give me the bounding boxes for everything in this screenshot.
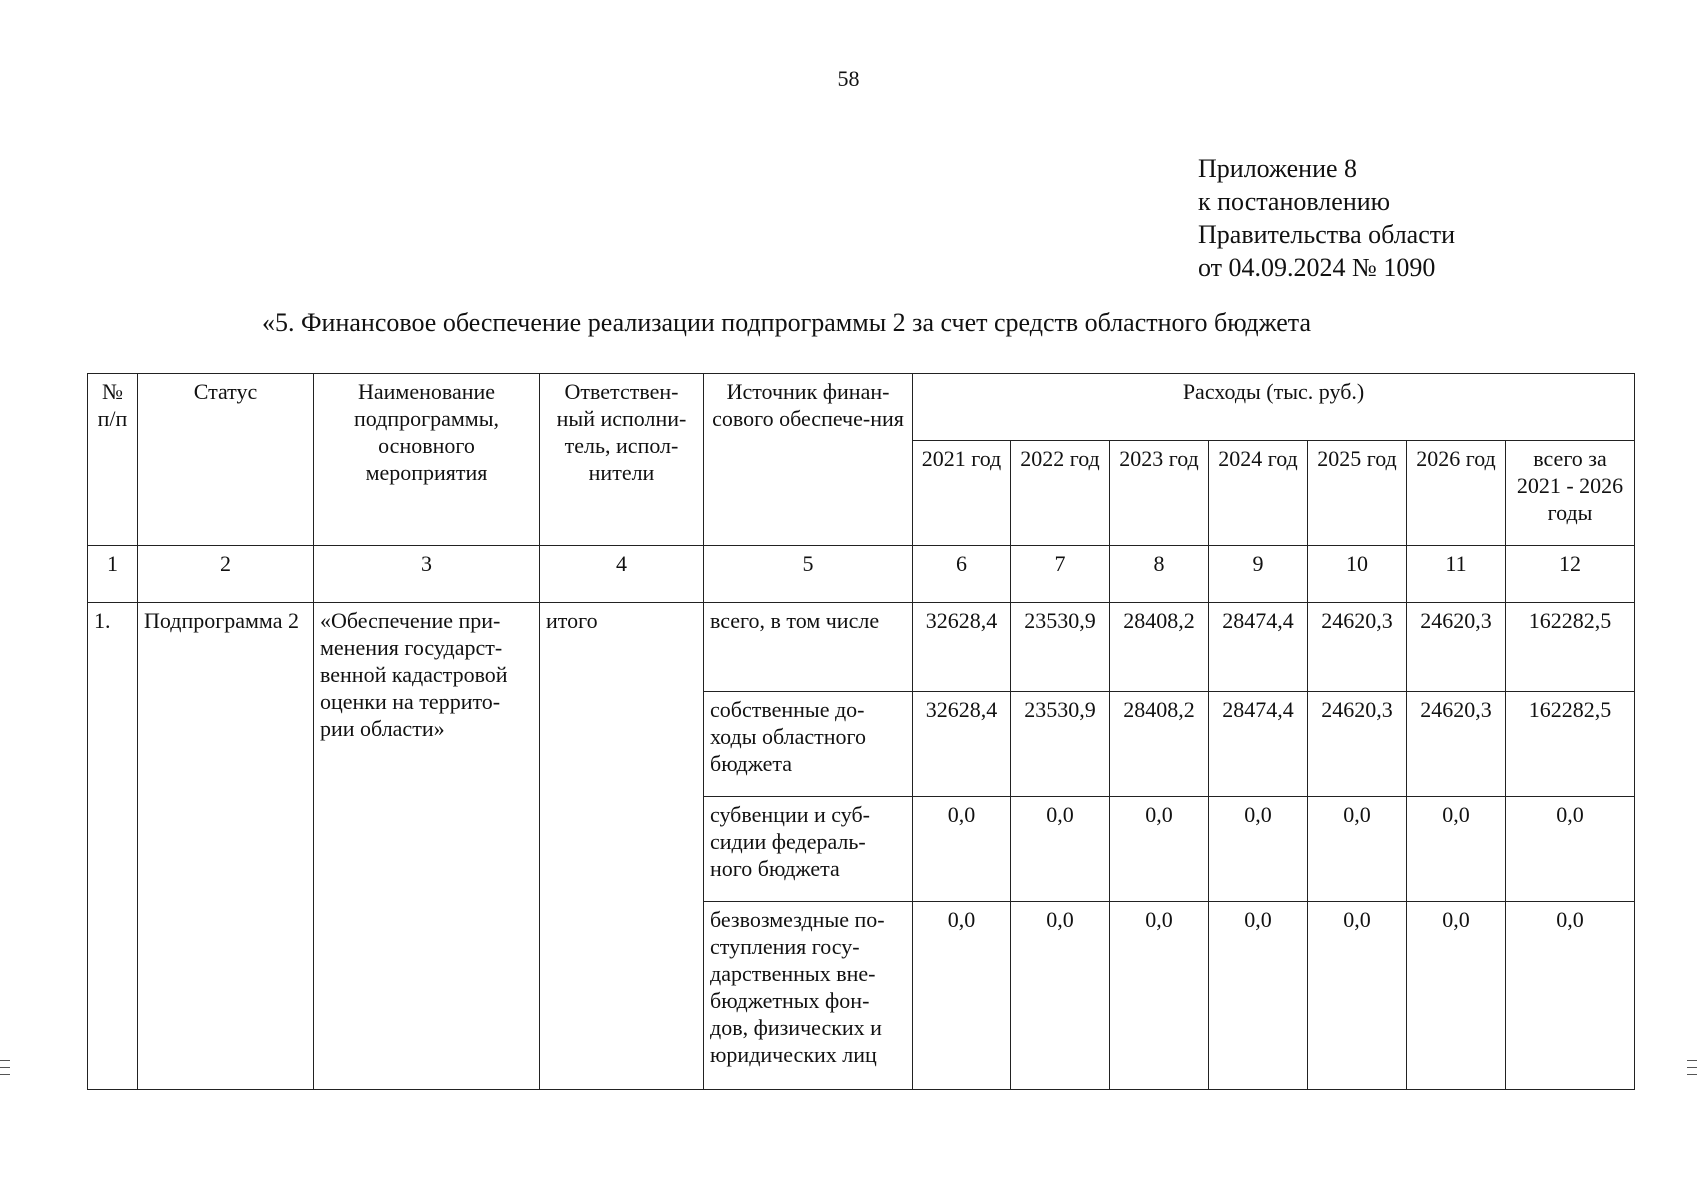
scan-margin-mark bbox=[0, 1074, 10, 1075]
value-cell: 0,0 bbox=[1011, 797, 1110, 902]
value-cell: 24620,3 bbox=[1407, 692, 1506, 797]
header-num: № п/п bbox=[88, 374, 138, 546]
financial-table bbox=[87, 373, 1635, 1090]
scan-margin-mark bbox=[1687, 1060, 1697, 1061]
scan-margin-mark bbox=[0, 1067, 10, 1068]
value-cell: 28408,2 bbox=[1110, 692, 1209, 797]
value-cell: 0,0 bbox=[1110, 797, 1209, 902]
scan-margin-mark bbox=[0, 1060, 10, 1061]
column-number-row bbox=[88, 546, 1635, 603]
header-source: Источник финан-сового обеспече-ния bbox=[704, 374, 913, 546]
value-cell: 28474,4 bbox=[1209, 603, 1308, 692]
header-status: Статус bbox=[138, 374, 314, 546]
value-cell: 0,0 bbox=[1209, 797, 1308, 902]
header-year: 2025 год bbox=[1308, 441, 1407, 546]
appendix-line: к постановлению bbox=[1198, 187, 1391, 216]
entry-status: Подпрограмма 2 bbox=[138, 603, 314, 1090]
column-number: 5 bbox=[704, 546, 913, 603]
column-number: 4 bbox=[540, 546, 704, 603]
column-number: 6 bbox=[913, 546, 1011, 603]
header-year: 2026 год bbox=[1407, 441, 1506, 546]
entry-responsible: итого bbox=[540, 603, 704, 1090]
page-number: 58 bbox=[837, 66, 860, 91]
appendix-line: Приложение 8 bbox=[1198, 154, 1358, 183]
total-cell: 0,0 bbox=[1506, 797, 1635, 902]
source-cell: всего, в том числе bbox=[704, 603, 913, 692]
column-number: 8 bbox=[1110, 546, 1209, 603]
value-cell: 23530,9 bbox=[1011, 603, 1110, 692]
header-total: всего за 2021 - 2026 годы bbox=[1506, 441, 1635, 546]
value-cell: 0,0 bbox=[1407, 797, 1506, 902]
value-cell: 0,0 bbox=[1209, 902, 1308, 1090]
value-cell: 32628,4 bbox=[913, 603, 1011, 692]
scan-margin-mark bbox=[1687, 1067, 1697, 1068]
value-cell: 32628,4 bbox=[913, 692, 1011, 797]
value-cell: 0,0 bbox=[913, 902, 1011, 1090]
header-expenses: Расходы (тыс. руб.) bbox=[913, 374, 1635, 441]
source-cell: безвозмездные по-ступления госу-дарственных вне-бюджетных фон-дов, физических и юридических лиц bbox=[704, 902, 913, 1090]
column-number: 9 bbox=[1209, 546, 1308, 603]
value-cell: 0,0 bbox=[1308, 902, 1407, 1090]
section-title: «5. Финансовое обеспечение реализации подпрограммы 2 за счет средств областного бюджета bbox=[262, 308, 1312, 337]
column-number: 3 bbox=[314, 546, 540, 603]
value-cell: 24620,3 bbox=[1308, 692, 1407, 797]
header-year: 2023 год bbox=[1110, 441, 1209, 546]
value-cell: 23530,9 bbox=[1011, 692, 1110, 797]
column-number: 7 bbox=[1011, 546, 1110, 603]
source-cell: субвенции и суб-сидии федераль-ного бюджета bbox=[704, 797, 913, 902]
value-cell: 24620,3 bbox=[1308, 603, 1407, 692]
appendix-line: от 04.09.2024 № 1090 bbox=[1198, 253, 1436, 282]
value-cell: 0,0 bbox=[1407, 902, 1506, 1090]
scan-margin-mark bbox=[1687, 1074, 1697, 1075]
value-cell: 0,0 bbox=[1011, 902, 1110, 1090]
value-cell: 24620,3 bbox=[1407, 603, 1506, 692]
header-year: 2022 год bbox=[1011, 441, 1110, 546]
total-cell: 162282,5 bbox=[1506, 692, 1635, 797]
source-cell: собственные до-ходы областного бюджета bbox=[704, 692, 913, 797]
value-cell: 0,0 bbox=[1110, 902, 1209, 1090]
header-name: Наименование подпрограммы, основного мероприятия bbox=[314, 374, 540, 546]
column-number: 11 bbox=[1407, 546, 1506, 603]
total-cell: 162282,5 bbox=[1506, 603, 1635, 692]
entry-num: 1. bbox=[88, 603, 138, 1090]
table-row bbox=[88, 603, 1635, 692]
column-number: 10 bbox=[1308, 546, 1407, 603]
value-cell: 0,0 bbox=[913, 797, 1011, 902]
header-year: 2024 год bbox=[1209, 441, 1308, 546]
column-number: 1 bbox=[88, 546, 138, 603]
value-cell: 28408,2 bbox=[1110, 603, 1209, 692]
header-year: 2021 год bbox=[913, 441, 1011, 546]
column-number: 12 bbox=[1506, 546, 1635, 603]
value-cell: 28474,4 bbox=[1209, 692, 1308, 797]
appendix-block bbox=[1198, 152, 1455, 284]
value-cell: 0,0 bbox=[1308, 797, 1407, 902]
column-number: 2 bbox=[138, 546, 314, 603]
entry-name: «Обеспечение при-менения государст-венной кадастровой оценки на террито-рии области» bbox=[314, 603, 540, 1090]
appendix-line: Правительства области bbox=[1198, 220, 1456, 249]
total-cell: 0,0 bbox=[1506, 902, 1635, 1090]
header-responsible: Ответствен-ный исполни-тель, испол-нители bbox=[540, 374, 704, 546]
